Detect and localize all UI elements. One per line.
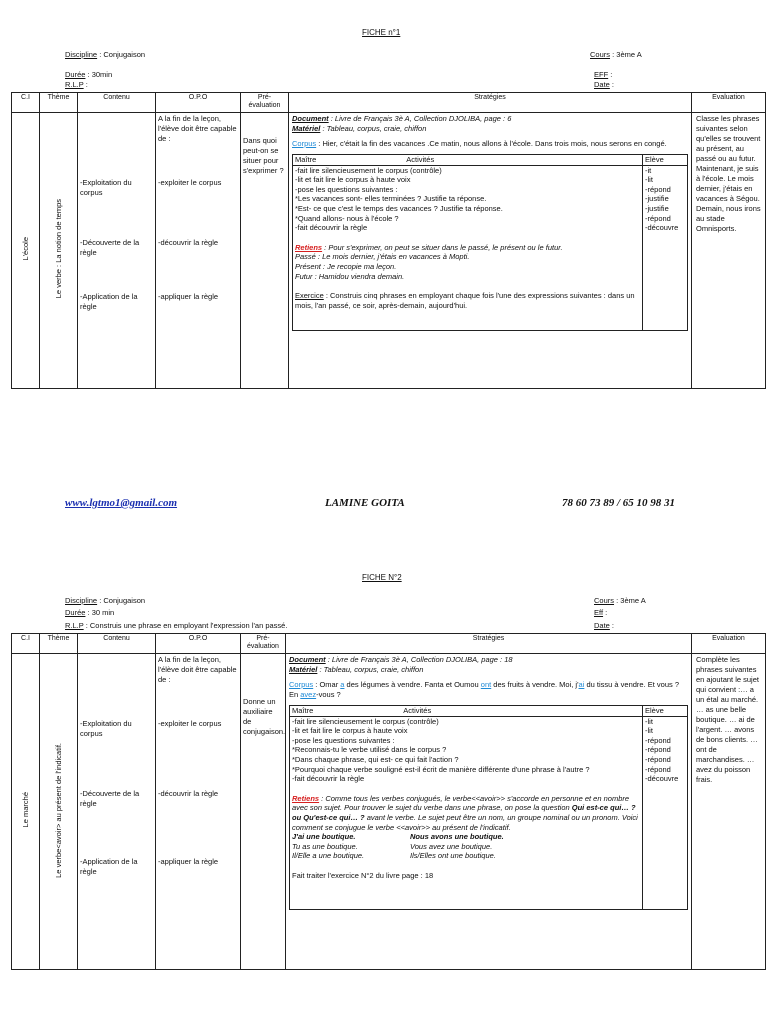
footer-email-link[interactable]: www.lgtmo1@gmail.com: [65, 497, 178, 509]
footer-phones: 78 60 73 89 / 65 10 98 31: [562, 497, 676, 509]
header-theme: Thème: [40, 93, 78, 113]
opo-intro: A la fin de la leçon, l'élève doit être capable de :: [158, 114, 237, 143]
fiche2-table: [11, 633, 766, 970]
strategies-cell: [286, 654, 692, 970]
maitre-item: -fait lire silencieusement le corpus (contrôle): [292, 716, 439, 726]
conj-row: J'ai une boutique. Nous avons une boutique.: [292, 832, 504, 842]
opo-cell: [156, 113, 241, 389]
opo-item: -découvrir la règle: [158, 789, 219, 798]
eleve-column: [643, 165, 688, 331]
materiel-line: Matériel : Tableau, corpus, craie, chiffon: [292, 124, 427, 133]
maitre-column: [293, 165, 643, 331]
maitre-item: -lit et fait lire le corpus à haute voix: [292, 726, 408, 736]
retiens-present: Présent : Je recopie ma leçon.: [295, 261, 397, 271]
retiens-line: Retiens : Pour s'exprimer, on peut se situer dans le passé, le présent ou le futur.: [295, 242, 563, 252]
header-contenu: Contenu: [78, 634, 156, 654]
contenu-cell: [78, 654, 156, 970]
theme-cell: [40, 113, 78, 389]
fiche1-title: FICHE n°1: [362, 28, 401, 37]
opo-intro: A la fin de la leçon, l'élève doit être capable de :: [158, 655, 237, 684]
theme-text: Le verbe : La notion de temps: [53, 199, 63, 299]
maitre-item: -pose les questions suivantes :: [295, 184, 398, 194]
materiel-line: Matériel : Tableau, corpus, craie, chiffon: [289, 665, 424, 674]
maitre-activites-header: Maître Activités: [293, 155, 643, 166]
maitre-item: *Pourquoi chaque verbe souligné est-il écrit de manière différente d'une phrase à l'autre ?: [292, 764, 590, 774]
eleve-item: -justifie: [645, 203, 669, 213]
evaluation-cell: [692, 654, 766, 970]
eleve-header: Elève: [643, 155, 688, 166]
header-strategies: Stratégies: [289, 93, 692, 113]
eleve-item: -it: [645, 165, 652, 175]
header-opo: O.P.O: [156, 634, 241, 654]
maitre-item: -fait lire silencieusement le corpus (contrôle): [295, 165, 442, 175]
contenu-item: -Application de la règle: [80, 292, 138, 311]
maitre-item: *Quand allons- nous à l'école ?: [295, 213, 399, 223]
eleve-header: Elève: [643, 706, 688, 717]
exercice-line: Exercice : Construis cinq phrases en employant chaque fois l'une des expressions suivantes : dans un mois, l'an passé, ce soir, après-demain, aujourd'hui.: [295, 291, 635, 310]
maitre-activites-header: Maître Activités: [290, 706, 643, 717]
eleve-item: -découvre: [645, 223, 679, 233]
header-opo: O.P.O: [156, 93, 241, 113]
eleve-item: -répond: [645, 764, 671, 774]
theme-cell: [40, 654, 78, 970]
fiche2-rlp: R.L.P : Construis une phrase en employant l'expression l'an passé.: [65, 621, 288, 630]
opo-cell: [156, 654, 241, 970]
contenu-cell: [78, 113, 156, 389]
contenu-item: -Application de la règle: [80, 857, 138, 876]
eleve-item: -répond: [645, 745, 671, 755]
eleve-item: -lit: [645, 716, 653, 726]
contenu-item: -Exploitation du corpus: [80, 719, 132, 738]
maitre-item: -fait découvrir la règle: [295, 223, 368, 233]
fiche2-discipline: Discipline : Conjugaison: [65, 596, 146, 605]
eleve-item: -lit: [645, 175, 653, 185]
opo-item: -exploiter le corpus: [158, 719, 222, 728]
conj-row: Tu as une boutique. Vous avez une boutique.: [292, 841, 493, 851]
header-contenu: Contenu: [78, 93, 156, 113]
fiche1-date: Date :: [594, 80, 615, 89]
ci-text: Le marché: [20, 792, 30, 828]
fiche1-cours: Cours : 3ème A: [590, 50, 642, 59]
document-line: Document : Livre de Français 3è A, Collection DJOLIBA, page : 6: [292, 114, 512, 123]
header-pre-evaluation: Pré-évaluation: [241, 93, 289, 113]
ci-cell: [12, 654, 40, 970]
fiche1-discipline: Discipline : Conjugaison: [65, 50, 146, 59]
maitre-item: *Est- ce que c'est le temps des vacances ? Justifie ta réponse.: [295, 203, 503, 213]
evaluation-cell: [692, 113, 766, 389]
strategies-cell: [289, 113, 692, 389]
fiche1-rlp: R.L.P :: [65, 80, 88, 89]
fiche2-date: Date :: [594, 621, 615, 630]
fiche2-cours: Cours : 3ème A: [594, 596, 646, 605]
maitre-item: -pose les questions suivantes :: [292, 735, 395, 745]
maitre-item: *Dans chaque phrase, qui est- ce qui fait l'action ?: [292, 754, 459, 764]
conj-row: Il/Elle a une boutique. Ils/Elles ont une boutique.: [292, 851, 496, 861]
evaluation-text: Classe les phrases suivantes selon qu'elles se trouvent au présent, au passé ou au futur. Maintenant, je suis à l'école. Le mois dernier, j'étais en vacances à Ségou. Demain, nous irons au stade Omnisports.: [696, 114, 761, 233]
pre-eval-text: Dans quoi peut-on se situer pour s'exprimer ?: [243, 136, 284, 175]
eleve-item: -répond: [645, 213, 671, 223]
opo-item: -découvrir la règle: [158, 238, 219, 247]
activities-table: [289, 705, 688, 910]
maitre-column: [290, 716, 643, 909]
document-line: Document : Livre de Français 3è A, Collection DJOLIBA, page : 18: [289, 655, 513, 664]
eleve-column: [643, 716, 688, 909]
opo-item: -exploiter le corpus: [158, 178, 222, 187]
exercise-line: Fait traiter l'exercice N°2 du livre page : 18: [292, 870, 434, 880]
maitre-item: -fait découvrir la règle: [292, 774, 365, 784]
footer-author: LAMINE GOITA: [325, 497, 405, 509]
activities-table: [292, 154, 688, 331]
corpus-line: Corpus : Hier, c'était la fin des vacances .Ce matin, nous allons à l'école. Dans trois mois, nous serons en congé.: [292, 139, 667, 148]
fiche2-duree: Durée : 30 min: [65, 608, 115, 617]
header-evaluation: Evaluation: [692, 93, 766, 113]
retiens-passe: Passé : Le mois dernier, j'étais en vacances à Mopti.: [295, 252, 470, 262]
header-ci: C.I: [12, 634, 40, 654]
ci-text: L'école: [20, 237, 30, 261]
header-ci: C.I: [12, 93, 40, 113]
maitre-item: *Reconnais-tu le verbe utilisé dans le corpus ?: [292, 745, 447, 755]
header-theme: Thème: [40, 634, 78, 654]
header-pre-evaluation: Pré-évaluation: [241, 634, 286, 654]
retiens-paragraph: Retiens : Comme tous les verbes conjugués, le verbe<<avoir>> s'accorde en personne et en nombre avec son sujet. Pour trouver le sujet du verbe dans une phrase, on pose la question Qui est-ce qui… ? ou Qu'est-ce qui… ? avant le verbe. Le sujet peut être un nom, un groupe nominal ou un pronom. Voici comment se conjugue le verbe <<avoir>> au présent de l'indicatif.: [292, 793, 638, 832]
eleve-item: -justifie: [645, 194, 669, 204]
eleve-item: -répond: [645, 754, 671, 764]
pre-eval-cell: [241, 113, 289, 389]
contenu-item: -Découverte de la règle: [80, 238, 140, 257]
fiche2-eff: Eff :: [594, 608, 608, 617]
evaluation-text: Complète les phrases suivantes en ajoutant le sujet qui convient :… a un étal au marché. … as une belle boutique. … ai de l'argent. … avons de bons clients. … ont de marchandises. … avez du poisson frais.: [696, 655, 759, 784]
fiche1-eff: EFF :: [594, 70, 613, 79]
pre-eval-cell: [241, 654, 286, 970]
theme-text: Le verbe<avoir> au présent de l'indicatif.: [53, 742, 63, 878]
maitre-item: *Les vacances sont- elles terminées ? Justifie ta réponse.: [295, 194, 487, 204]
eleve-item: -découvre: [645, 774, 679, 784]
corpus-line: Corpus : Omar a des légumes à vendre. Fanta et Oumou ont des fruits à vendre. Moi, j'ai du tissu à vendre. Et vous ? En avez-vous ?: [289, 680, 680, 699]
ci-cell: [12, 113, 40, 389]
opo-item: -appliquer la règle: [158, 857, 219, 866]
contenu-item: -Exploitation du corpus: [80, 178, 132, 197]
pre-eval-text: Donne un auxiliaire de conjugaison.: [243, 697, 286, 736]
fiche2-title: FICHE N°2: [362, 573, 402, 582]
eleve-item: -répond: [645, 184, 671, 194]
maitre-item: -lit et fait lire le corpus à haute voix: [295, 175, 411, 185]
eleve-item: -lit: [645, 726, 653, 736]
opo-item: -appliquer la règle: [158, 292, 219, 301]
retiens-futur: Futur : Hamidou viendra demain.: [295, 271, 405, 281]
fiche1-table: [11, 92, 766, 389]
contenu-item: -Découverte de la règle: [80, 789, 140, 808]
header-evaluation: Evaluation: [692, 634, 766, 654]
eleve-item: -répond: [645, 735, 671, 745]
header-strategies: Stratégies: [286, 634, 692, 654]
fiche1-duree: Durée : 30min: [65, 70, 113, 79]
